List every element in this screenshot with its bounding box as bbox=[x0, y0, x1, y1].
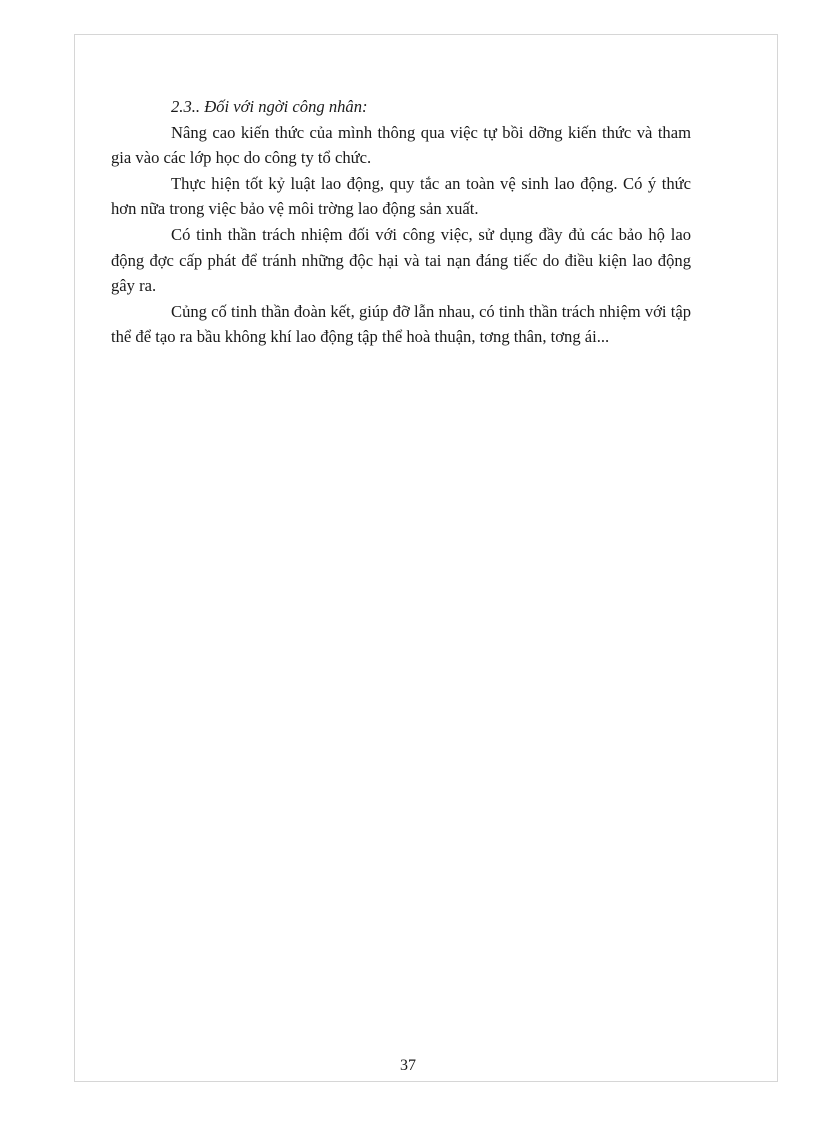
paragraph-solidarity: Củng cố tinh thần đoàn kết, giúp đỡ lẫn nhau, có tinh thần trách nhiệm với tập thể để tạo ra bầu không khí lao động tập thể hoà thuận, tơng thân, tơng ái... bbox=[111, 301, 691, 347]
paragraph-discipline: Thực hiện tốt kỷ luật lao động, quy tắc an toàn vệ sinh lao động. Có ý thức hơn nữa trong việc bảo vệ môi trờng lao động sản xuất. bbox=[111, 173, 691, 219]
document-body bbox=[111, 94, 691, 350]
section-heading: 2.3.. Đối với ngời công nhân: bbox=[171, 97, 368, 116]
paragraph-responsibility: Có tinh thần trách nhiệm đối với công việc, sử dụng đầy đủ các bảo hộ lao động đợc cấp phát để tránh những độc hại và tai nạn đáng tiếc do điều kiện lao động gây ra. bbox=[111, 224, 691, 296]
paragraph-knowledge: Nâng cao kiến thức của mình thông qua việc tự bồi dỡng kiến thức và tham gia vào các lớp học do công ty tổ chức. bbox=[111, 122, 691, 168]
page-number: 37 bbox=[400, 1057, 416, 1074]
